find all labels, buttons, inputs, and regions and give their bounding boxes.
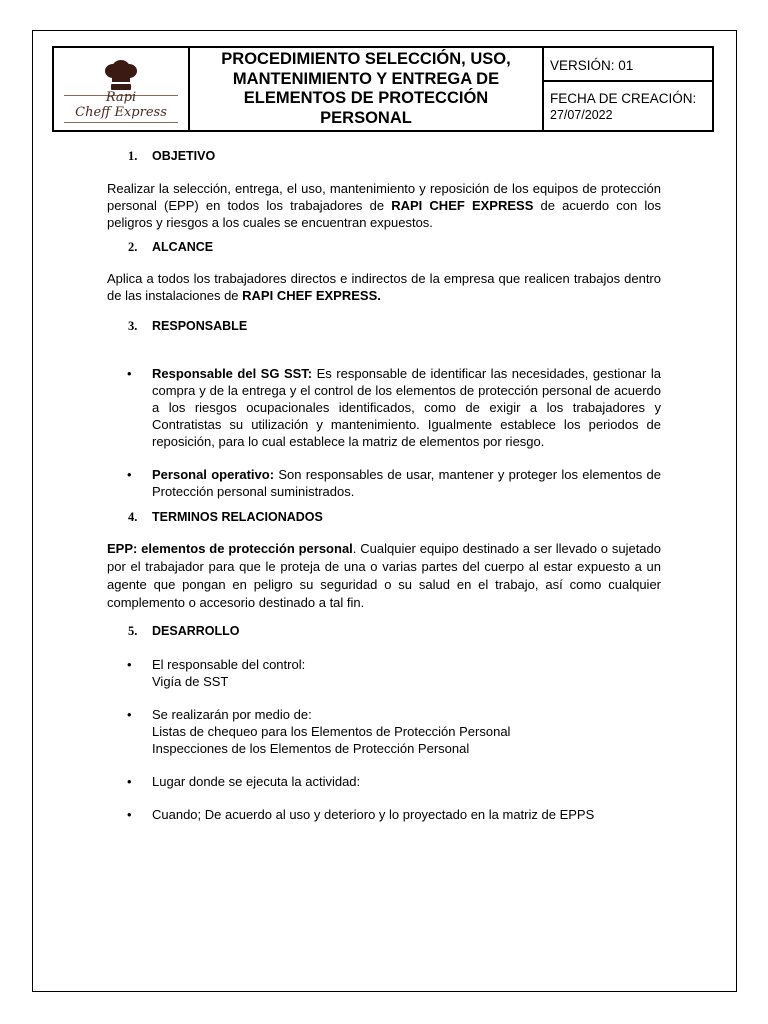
document-header — [52, 46, 714, 132]
section-title: ALCANCE — [152, 240, 214, 254]
bullet-icon: • — [127, 774, 132, 789]
creation-date-label: FECHA DE CREACIÓN: — [550, 91, 697, 106]
list-item-label: El responsable del control: — [152, 657, 306, 672]
list-item-control — [127, 656, 661, 690]
objetivo-text-end: de acuerdo con los peligros y riesgos a los cuales se encuentran expuestos. — [107, 198, 661, 230]
company-name: RAPI CHEF EXPRESS. — [242, 288, 381, 303]
role-name: Responsable del SG SST: — [152, 366, 313, 381]
list-item-value: Listas de chequeo para los Elementos de Protección Personal — [152, 724, 511, 739]
term-definition: . Cualquier equipo destinado a ser llevado o sujetado por el trabajador para que le proteja de una o varias partes del cuerpo al estar expuesto a un agente que pongan en peligro su seguridad o su salud en el trabajo, así como cualquier complemento o accesorio destinado a tal fin. — [107, 541, 662, 610]
logo-text-express: Cheff Express — [75, 105, 167, 120]
logo-text-rapi: Rapi — [105, 90, 137, 105]
section-heading-responsable — [128, 318, 661, 335]
section-title: OBJETIVO — [152, 149, 216, 163]
alcance-text: Aplica a todos los trabajadores directos e indirectos de la empresa que realicen trabajos dentro de las instalaciones de — [107, 271, 661, 303]
logo-rule-bottom — [64, 122, 178, 123]
terminos-paragraph — [107, 540, 661, 612]
creation-date — [544, 82, 712, 130]
section-heading-desarrollo — [128, 623, 661, 640]
list-item-value: Inspecciones de los Elementos de Protección Personal — [152, 741, 470, 756]
creation-date-value: 27/07/2022 — [550, 108, 613, 122]
section-heading-alcance — [128, 239, 661, 256]
company-logo — [54, 48, 190, 130]
section-number: 3. — [128, 319, 138, 333]
bullet-icon: • — [127, 366, 132, 381]
objetivo-text: Realizar la selección, entrega, el uso, mantenimiento y reposición de los equipos de protección personal (EPP) en todos los trabajadores de — [107, 181, 661, 213]
list-item-personal-operativo — [127, 466, 661, 500]
section-number: 4. — [128, 510, 138, 524]
alcance-paragraph — [107, 270, 661, 304]
chef-hat-icon — [101, 60, 141, 92]
list-item-label: Se realizarán por medio de: — [152, 707, 312, 722]
role-name: Personal operativo: — [152, 467, 275, 482]
section-title: RESPONSABLE — [152, 319, 248, 333]
document-body — [107, 148, 661, 823]
list-item-medios — [127, 706, 661, 757]
list-item-cuando — [127, 806, 661, 823]
bullet-icon: • — [127, 657, 132, 672]
list-item-responsable-sst — [127, 365, 661, 450]
objetivo-paragraph — [107, 180, 661, 231]
role-description: Es responsable de identificar las necesidades, gestionar la compra y de la entrega y el control de los elementos de protección personal de acuerdo a los riesgos ocupacionales identificados, como de exigir a los trabajadores y Contratistas su utilización y mantenimiento. Igualmente establece los periodos de reposición, para lo cual establece la matriz de elementos por riesgo. — [152, 366, 661, 449]
section-number: 1. — [128, 149, 138, 163]
list-item-label: Cuando; De acuerdo al uso y deterioro y lo proyectado en la matriz de EPPS — [152, 807, 595, 822]
list-item-label: Lugar donde se ejecuta la actividad: — [152, 774, 361, 789]
section-number: 2. — [128, 240, 138, 254]
section-number: 5. — [128, 624, 138, 638]
section-title: DESARROLLO — [152, 624, 240, 638]
section-heading-terminos — [128, 509, 661, 526]
list-item-value: Vigía de SST — [152, 674, 229, 689]
section-heading-objetivo — [128, 148, 661, 165]
bullet-icon: • — [127, 807, 132, 822]
bullet-icon: • — [127, 707, 132, 722]
version-label: VERSIÓN: 01 — [544, 48, 712, 82]
role-description: Son responsables de usar, mantener y proteger los elementos de Protección personal suministrados. — [152, 467, 661, 499]
term-name: EPP: elementos de protección personal — [107, 541, 353, 556]
document-title: PROCEDIMIENTO SELECCIÓN, USO, MANTENIMIENTO Y ENTREGA DE ELEMENTOS DE PROTECCIÓN PERSONAL — [190, 48, 544, 130]
company-name: RAPI CHEF EXPRESS — [391, 198, 534, 213]
bullet-icon: • — [127, 467, 132, 482]
list-item-lugar — [127, 773, 661, 790]
section-title: TERMINOS RELACIONADOS — [152, 510, 323, 524]
